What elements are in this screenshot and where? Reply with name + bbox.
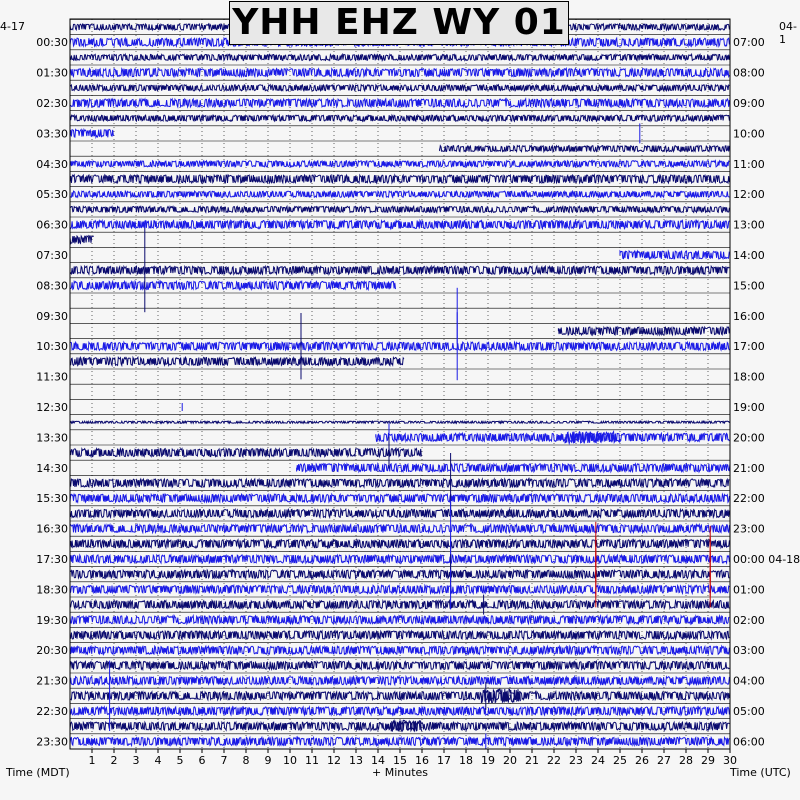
left-tick-label: 20:30 <box>36 644 68 658</box>
seismic-trace <box>70 129 113 137</box>
minute-axis <box>89 749 738 767</box>
seismic-trace <box>70 661 729 669</box>
x-tick-label: 4 <box>154 754 162 767</box>
seismic-trace <box>70 585 729 593</box>
seismic-trace <box>70 525 729 533</box>
x-tick-label: 21 <box>525 754 539 767</box>
x-tick-label: 17 <box>437 754 451 767</box>
left-tick-label: 04:30 <box>36 157 68 171</box>
left-tick-label: 03:30 <box>36 127 68 141</box>
burst-trace <box>565 432 620 444</box>
x-tick-label: 27 <box>657 754 671 767</box>
left-tick-label: 21:30 <box>36 674 68 688</box>
right-time-axis <box>733 36 800 748</box>
right-tick-label: 23:00 <box>733 522 765 536</box>
left-tick-label: 08:30 <box>36 279 68 293</box>
seismic-trace <box>70 540 729 548</box>
seismic-trace <box>70 494 729 502</box>
right-tick-label: 19:00 <box>733 401 765 414</box>
x-tick-label: 7 <box>220 754 228 767</box>
left-tick-label: 00:30 <box>36 36 68 50</box>
left-tick-label: 22:30 <box>36 705 68 718</box>
x-tick-label: 13 <box>349 754 363 767</box>
seismic-trace <box>297 464 730 472</box>
left-tick-label: 16:30 <box>36 522 68 536</box>
right-tick-label: 01:00 <box>733 583 765 597</box>
right-tick-label: 16:00 <box>733 309 765 323</box>
xlabel-left: Time (MDT) <box>6 766 70 779</box>
left-tick-label: 10:30 <box>36 340 68 354</box>
x-tick-label: 12 <box>327 754 341 767</box>
left-tick-label: 12:30 <box>36 401 68 414</box>
seismic-trace <box>70 646 729 654</box>
right-tick-label: 08:00 <box>733 66 765 80</box>
left-tick-label: 05:30 <box>36 188 68 202</box>
x-tick-label: 2 <box>110 754 118 767</box>
chart-title-box <box>229 1 569 45</box>
seismic-trace <box>70 357 404 365</box>
seismic-trace <box>620 251 730 259</box>
x-tick-label: 16 <box>415 754 429 767</box>
x-tick-label: 18 <box>459 754 473 767</box>
left-tick-label: 07:30 <box>36 249 68 262</box>
left-tick-label: 09:30 <box>36 309 68 323</box>
right-tick-label: 12:00 <box>733 188 765 202</box>
seismic-trace <box>70 115 729 121</box>
seismic-trace <box>376 433 730 441</box>
right-tick-label: 11:00 <box>733 157 765 171</box>
right-tick-label: 03:00 <box>733 644 765 658</box>
x-tick-label: 3 <box>132 754 140 767</box>
seismic-trace <box>70 601 729 609</box>
x-tick-label: 23 <box>569 754 583 767</box>
x-tick-label: 29 <box>701 754 715 767</box>
seismic-trace <box>70 692 729 700</box>
right-tick-label: 00:00 04-18 <box>733 553 800 566</box>
seismic-trace <box>70 449 421 457</box>
x-tick-label: 5 <box>176 754 184 767</box>
left-tick-label: 02:30 <box>36 97 68 110</box>
right-tick-label: 02:00 <box>733 613 765 627</box>
right-tick-label: 10:00 <box>733 127 765 141</box>
seismic-trace <box>70 281 396 289</box>
left-tick-label: 15:30 <box>36 492 68 506</box>
seismic-trace <box>70 342 729 350</box>
x-tick-label: 28 <box>679 754 693 767</box>
right-tick-label: 22:00 <box>733 492 765 506</box>
chart-title: YHH EHZ WY 01 <box>232 2 566 43</box>
right-tick-label: 14:00 <box>733 249 765 262</box>
seismic-trace <box>70 99 729 107</box>
seismic-trace <box>70 509 729 517</box>
x-tick-label: 22 <box>547 754 561 767</box>
left-tick-label: 11:30 <box>36 370 68 384</box>
trace-layer <box>70 24 730 745</box>
seismic-trace <box>70 161 729 167</box>
right-tick-label: 07:00 <box>733 36 765 50</box>
left-tick-label: 01:30 <box>36 66 68 80</box>
right-tick-label: 09:00 <box>733 97 765 110</box>
right-tick-label: 04:00 <box>733 674 765 688</box>
right-date-label: 04-1 <box>779 20 797 46</box>
seismic-trace <box>70 236 94 244</box>
seismic-trace <box>70 737 729 745</box>
seismic-trace <box>70 191 729 197</box>
x-tick-label: 11 <box>305 754 319 767</box>
x-tick-label: 26 <box>635 754 649 767</box>
x-tick-label: 15 <box>393 754 407 767</box>
left-time-axis <box>36 36 68 748</box>
x-tick-label: 8 <box>242 754 250 767</box>
left-tick-label: 17:30 <box>36 553 68 566</box>
x-tick-label: 1 <box>88 754 96 767</box>
left-tick-label: 19:30 <box>36 613 68 627</box>
seismic-trace <box>440 146 730 152</box>
left-tick-label: 13:30 <box>36 431 68 445</box>
x-tick-label: 30 <box>723 754 737 767</box>
x-tick-label: 14 <box>371 754 385 767</box>
x-tick-label: 10 <box>283 754 297 767</box>
grid-layer <box>70 19 730 749</box>
xlabel-center: + Minutes <box>372 766 429 779</box>
right-tick-label: 13:00 <box>733 218 765 232</box>
seismic-trace <box>70 555 729 563</box>
x-tick-label: 24 <box>591 754 605 767</box>
right-tick-label: 05:00 <box>733 705 765 718</box>
left-tick-label: 18:30 <box>36 583 68 597</box>
seismic-trace <box>70 421 729 423</box>
x-tick-label: 6 <box>198 754 206 767</box>
right-tick-label: 06:00 <box>733 735 765 749</box>
x-tick-label: 25 <box>613 754 627 767</box>
right-tick-label: 21:00 <box>733 461 765 475</box>
right-tick-label: 17:00 <box>733 340 765 354</box>
x-tick-label: 19 <box>481 754 495 767</box>
x-tick-label: 9 <box>264 754 272 767</box>
right-tick-label: 20:00 <box>733 431 765 445</box>
x-tick-label: 20 <box>503 754 517 767</box>
right-tick-label: 15:00 <box>733 279 765 293</box>
left-tick-label: 06:30 <box>36 218 68 232</box>
seismic-trace <box>70 479 729 487</box>
left-date-label: 4-17 <box>0 20 25 33</box>
xlabel-right: Time (UTC) <box>730 766 791 779</box>
left-tick-label: 14:30 <box>36 461 68 475</box>
seismic-trace <box>70 631 729 639</box>
seismic-trace <box>70 266 729 274</box>
seismic-trace <box>558 327 730 335</box>
right-tick-label: 18:00 <box>733 370 765 384</box>
left-tick-label: 23:30 <box>36 735 68 749</box>
